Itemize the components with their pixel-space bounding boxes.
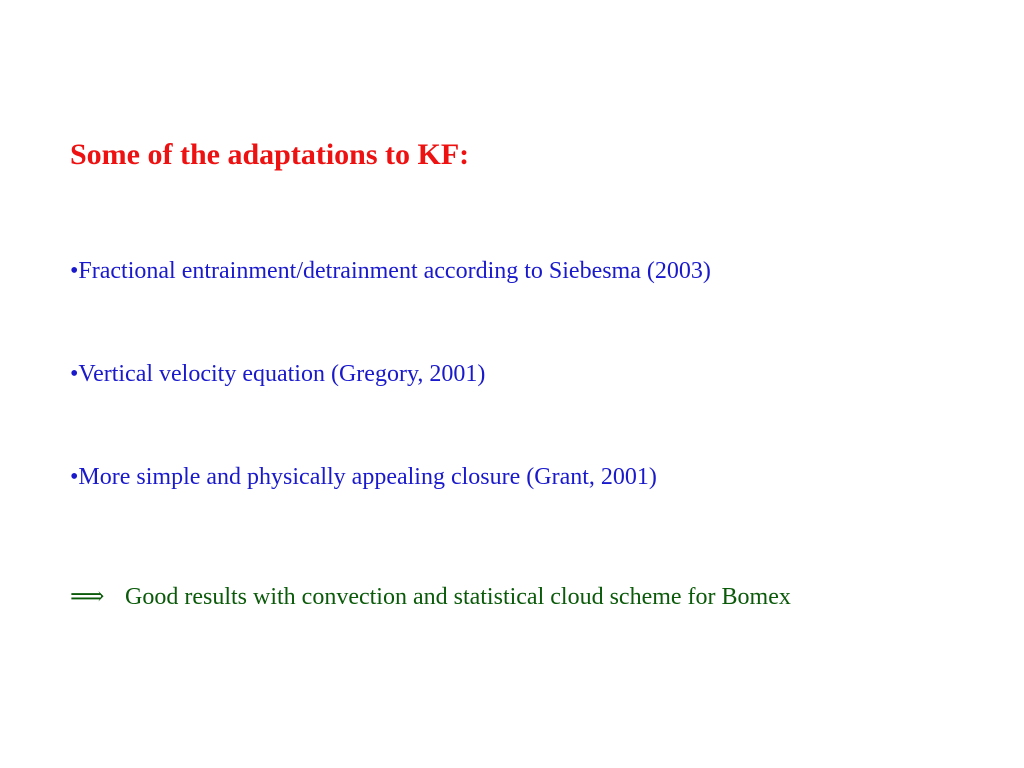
conclusion-text: Good results with convection and statistical cloud scheme for Bomex [125, 584, 791, 610]
slide-title: Some of the adaptations to KF: [70, 138, 470, 171]
bullet-item-closure: •More simple and physically appealing closure (Grant, 2001) [70, 464, 657, 490]
implies-arrow-icon: ⟹ [70, 584, 105, 610]
bullet-item-vertical-velocity: •Vertical velocity equation (Gregory, 2001) [70, 361, 486, 387]
bullet-item-entrainment: •Fractional entrainment/detrainment according to Siebesma (2003) [70, 258, 711, 284]
conclusion-line [70, 582, 791, 612]
